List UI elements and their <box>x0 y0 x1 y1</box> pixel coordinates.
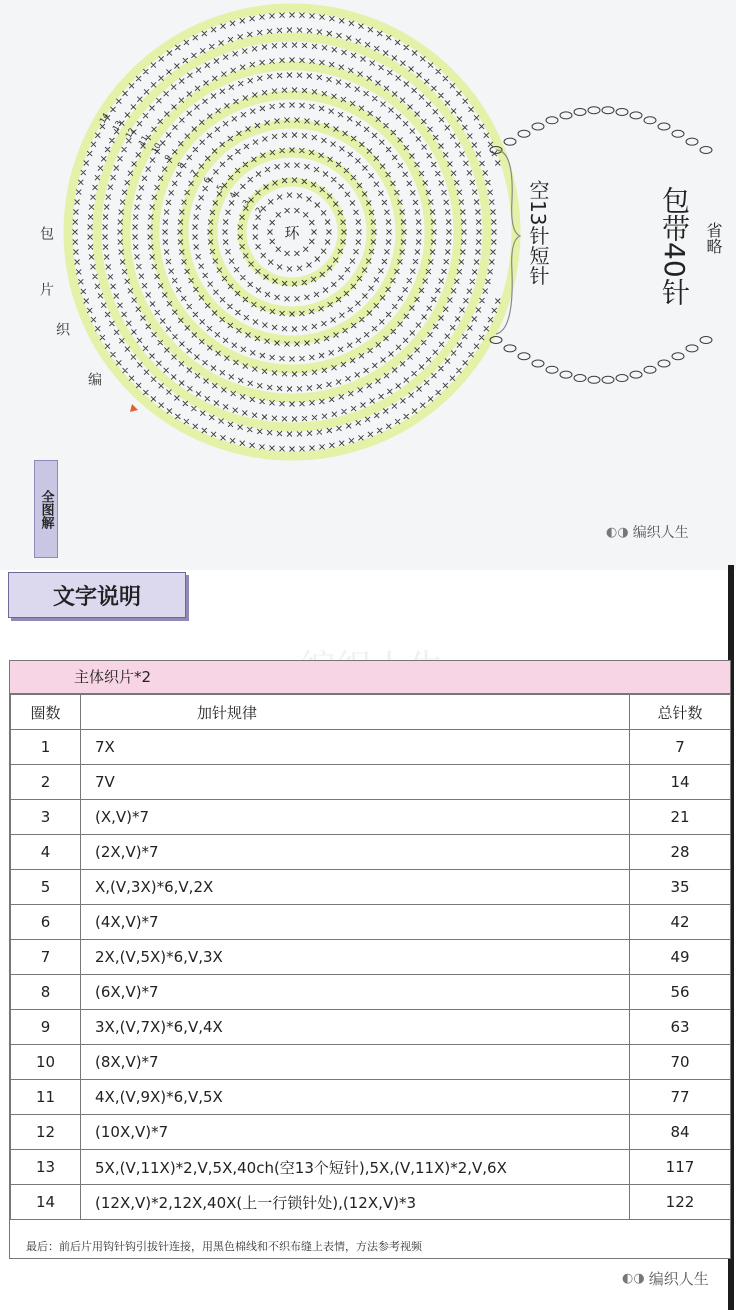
overview-tab: 全图解 <box>34 460 58 558</box>
total-cell: 84 <box>630 1115 731 1150</box>
table-row <box>11 800 731 835</box>
pattern-table <box>9 660 731 1259</box>
table-header-row <box>11 695 731 730</box>
table-title: 主体织片*2 <box>10 661 730 694</box>
strap-chain-top <box>518 130 530 137</box>
table-row <box>11 905 731 940</box>
strap-chain-bottom <box>504 345 516 352</box>
side-label-3: 织 <box>54 322 70 336</box>
table-row <box>11 870 731 905</box>
strap-chain-top <box>700 147 712 154</box>
rule-cell: 7V <box>81 765 630 800</box>
rule-cell: 2X,(V,5X)*6,V,3X <box>81 940 630 975</box>
table-row <box>11 1115 731 1150</box>
strap-chain-bottom <box>560 371 572 378</box>
total-cell: 70 <box>630 1045 731 1080</box>
strap-chain-bottom <box>672 353 684 360</box>
omitted-label: 省略 <box>704 222 723 254</box>
round-number-label: 2 <box>253 205 265 215</box>
rule-cell: (12X,V)*2,12X,40X(上一行锁针处),(12X,V)*3 <box>81 1185 630 1220</box>
strap-chain-bottom <box>546 366 558 373</box>
round-cell: 13 <box>11 1150 81 1185</box>
round-number-label: 14 <box>97 111 111 125</box>
total-cell: 49 <box>630 940 731 975</box>
strap-chain-bottom <box>700 337 712 344</box>
round-number-label: 8 <box>175 160 187 170</box>
round-number-label: 5 <box>214 183 226 193</box>
short-row-label: 空13针短针 <box>526 180 550 286</box>
strap-chain-bottom <box>616 375 628 382</box>
rule-cell: (10X,V)*7 <box>81 1115 630 1150</box>
rule-cell: 7X <box>81 730 630 765</box>
strap-chain-top <box>686 138 698 145</box>
strap-chain-bottom <box>574 375 586 382</box>
rule-cell: 3X,(V,7X)*6,V,4X <box>81 1010 630 1045</box>
strap-chain-bottom <box>658 360 670 367</box>
round-cell: 8 <box>11 975 81 1010</box>
total-cell: 56 <box>630 975 731 1010</box>
table-row <box>11 1080 731 1115</box>
rule-cell: X,(V,3X)*6,V,2X <box>81 870 630 905</box>
round-cell: 14 <box>11 1185 81 1220</box>
strap-chain-bottom <box>602 376 614 383</box>
header-total: 总针数 <box>630 695 731 730</box>
round-number-label: 7 <box>188 168 200 178</box>
strap-chain-bottom <box>686 345 698 352</box>
total-cell: 28 <box>630 835 731 870</box>
strap-chain-top <box>630 112 642 119</box>
round-cell: 1 <box>11 730 81 765</box>
total-cell: 21 <box>630 800 731 835</box>
brand-watermark <box>606 522 689 542</box>
round-number-label: 4 <box>227 190 239 200</box>
table-row <box>11 1150 731 1185</box>
wechat-icon-bottom: ◐◑ <box>622 1271 645 1286</box>
round-number-label: 13 <box>110 119 124 133</box>
round-cell: 4 <box>11 835 81 870</box>
total-cell: 117 <box>630 1150 731 1185</box>
rule-cell: 5X,(V,11X)*2,V,5X,40ch(空13个短针),5X,(V,11X)*2,V,6X <box>81 1150 630 1185</box>
wechat-icon: ◐◑ <box>606 524 629 540</box>
total-cell: 7 <box>630 730 731 765</box>
total-cell: 14 <box>630 765 731 800</box>
table-row <box>11 1010 731 1045</box>
strap-chain-top <box>588 107 600 114</box>
table-row <box>11 835 731 870</box>
strap-chain-top <box>532 123 544 130</box>
table-row <box>11 940 731 975</box>
strap-chain-top <box>602 107 614 114</box>
strap-label: 包带40针 <box>658 186 691 306</box>
rule-cell: (6X,V)*7 <box>81 975 630 1010</box>
start-arrow-icon <box>130 404 138 412</box>
round-cell: 5 <box>11 870 81 905</box>
strap-chain-top <box>504 138 516 145</box>
strap-chain-bottom <box>518 353 530 360</box>
round-cell: 2 <box>11 765 81 800</box>
strap-chain-bottom <box>630 371 642 378</box>
round-number-label: 11 <box>136 133 150 148</box>
round-cell: 6 <box>11 905 81 940</box>
bottom-brand-text: 编织人生 <box>648 1270 709 1288</box>
round-cell: 3 <box>11 800 81 835</box>
round-number-label: 6 <box>201 175 213 185</box>
table-row <box>11 975 731 1010</box>
table-row <box>11 1045 731 1080</box>
bottom-brand <box>622 1268 709 1289</box>
rule-cell: (4X,V)*7 <box>81 905 630 940</box>
round-cell: 11 <box>11 1080 81 1115</box>
ring-center-label: 环 <box>284 224 300 242</box>
total-cell: 63 <box>630 1010 731 1045</box>
strap-chain-bottom <box>532 360 544 367</box>
crochet-diagram <box>0 0 736 570</box>
rounds-table <box>10 694 731 1220</box>
round-cell: 7 <box>11 940 81 975</box>
rule-cell: (2X,V)*7 <box>81 835 630 870</box>
strap-chain-top <box>672 130 684 137</box>
strap-chain-top <box>574 108 586 115</box>
strap-chain-top <box>658 123 670 130</box>
strap-chain-bottom <box>588 376 600 383</box>
round-cell: 12 <box>11 1115 81 1150</box>
total-cell: 42 <box>630 905 731 940</box>
strap-chain-bottom <box>644 366 656 373</box>
round-number-label: 9 <box>162 153 174 163</box>
total-cell: 77 <box>630 1080 731 1115</box>
round-number-label: 3 <box>240 198 252 208</box>
header-round: 圈数 <box>11 695 81 730</box>
footnote: 最后：前后片用钩针钩引拔针连接，用黑色棉线和不织布缝上表情，方法参考视频 <box>26 1240 422 1253</box>
strap-chain-top <box>644 117 656 124</box>
table-row <box>11 730 731 765</box>
side-label-4: 编 <box>86 372 102 386</box>
strap-chain-top <box>560 112 572 119</box>
side-label-1: 包 <box>38 226 54 240</box>
round-number-label: 10 <box>149 141 163 155</box>
strap-chain-top <box>616 108 628 115</box>
round-cell: 10 <box>11 1045 81 1080</box>
side-label-2: 片 <box>38 282 54 296</box>
header-rule: 加针规律 <box>81 695 630 730</box>
table-row <box>11 765 731 800</box>
table-row <box>11 1185 731 1220</box>
section-title: 文字说明 <box>8 572 186 618</box>
round-number-label: 12 <box>123 126 137 140</box>
round-cell: 9 <box>11 1010 81 1045</box>
rule-cell: (X,V)*7 <box>81 800 630 835</box>
strap-chain-top <box>546 117 558 124</box>
rule-cell: (8X,V)*7 <box>81 1045 630 1080</box>
total-cell: 35 <box>630 870 731 905</box>
total-cell: 122 <box>630 1185 731 1220</box>
brand-text: 编织人生 <box>632 525 689 541</box>
stitch-chart <box>0 0 736 570</box>
rule-cell: 4X,(V,9X)*6,V,5X <box>81 1080 630 1115</box>
